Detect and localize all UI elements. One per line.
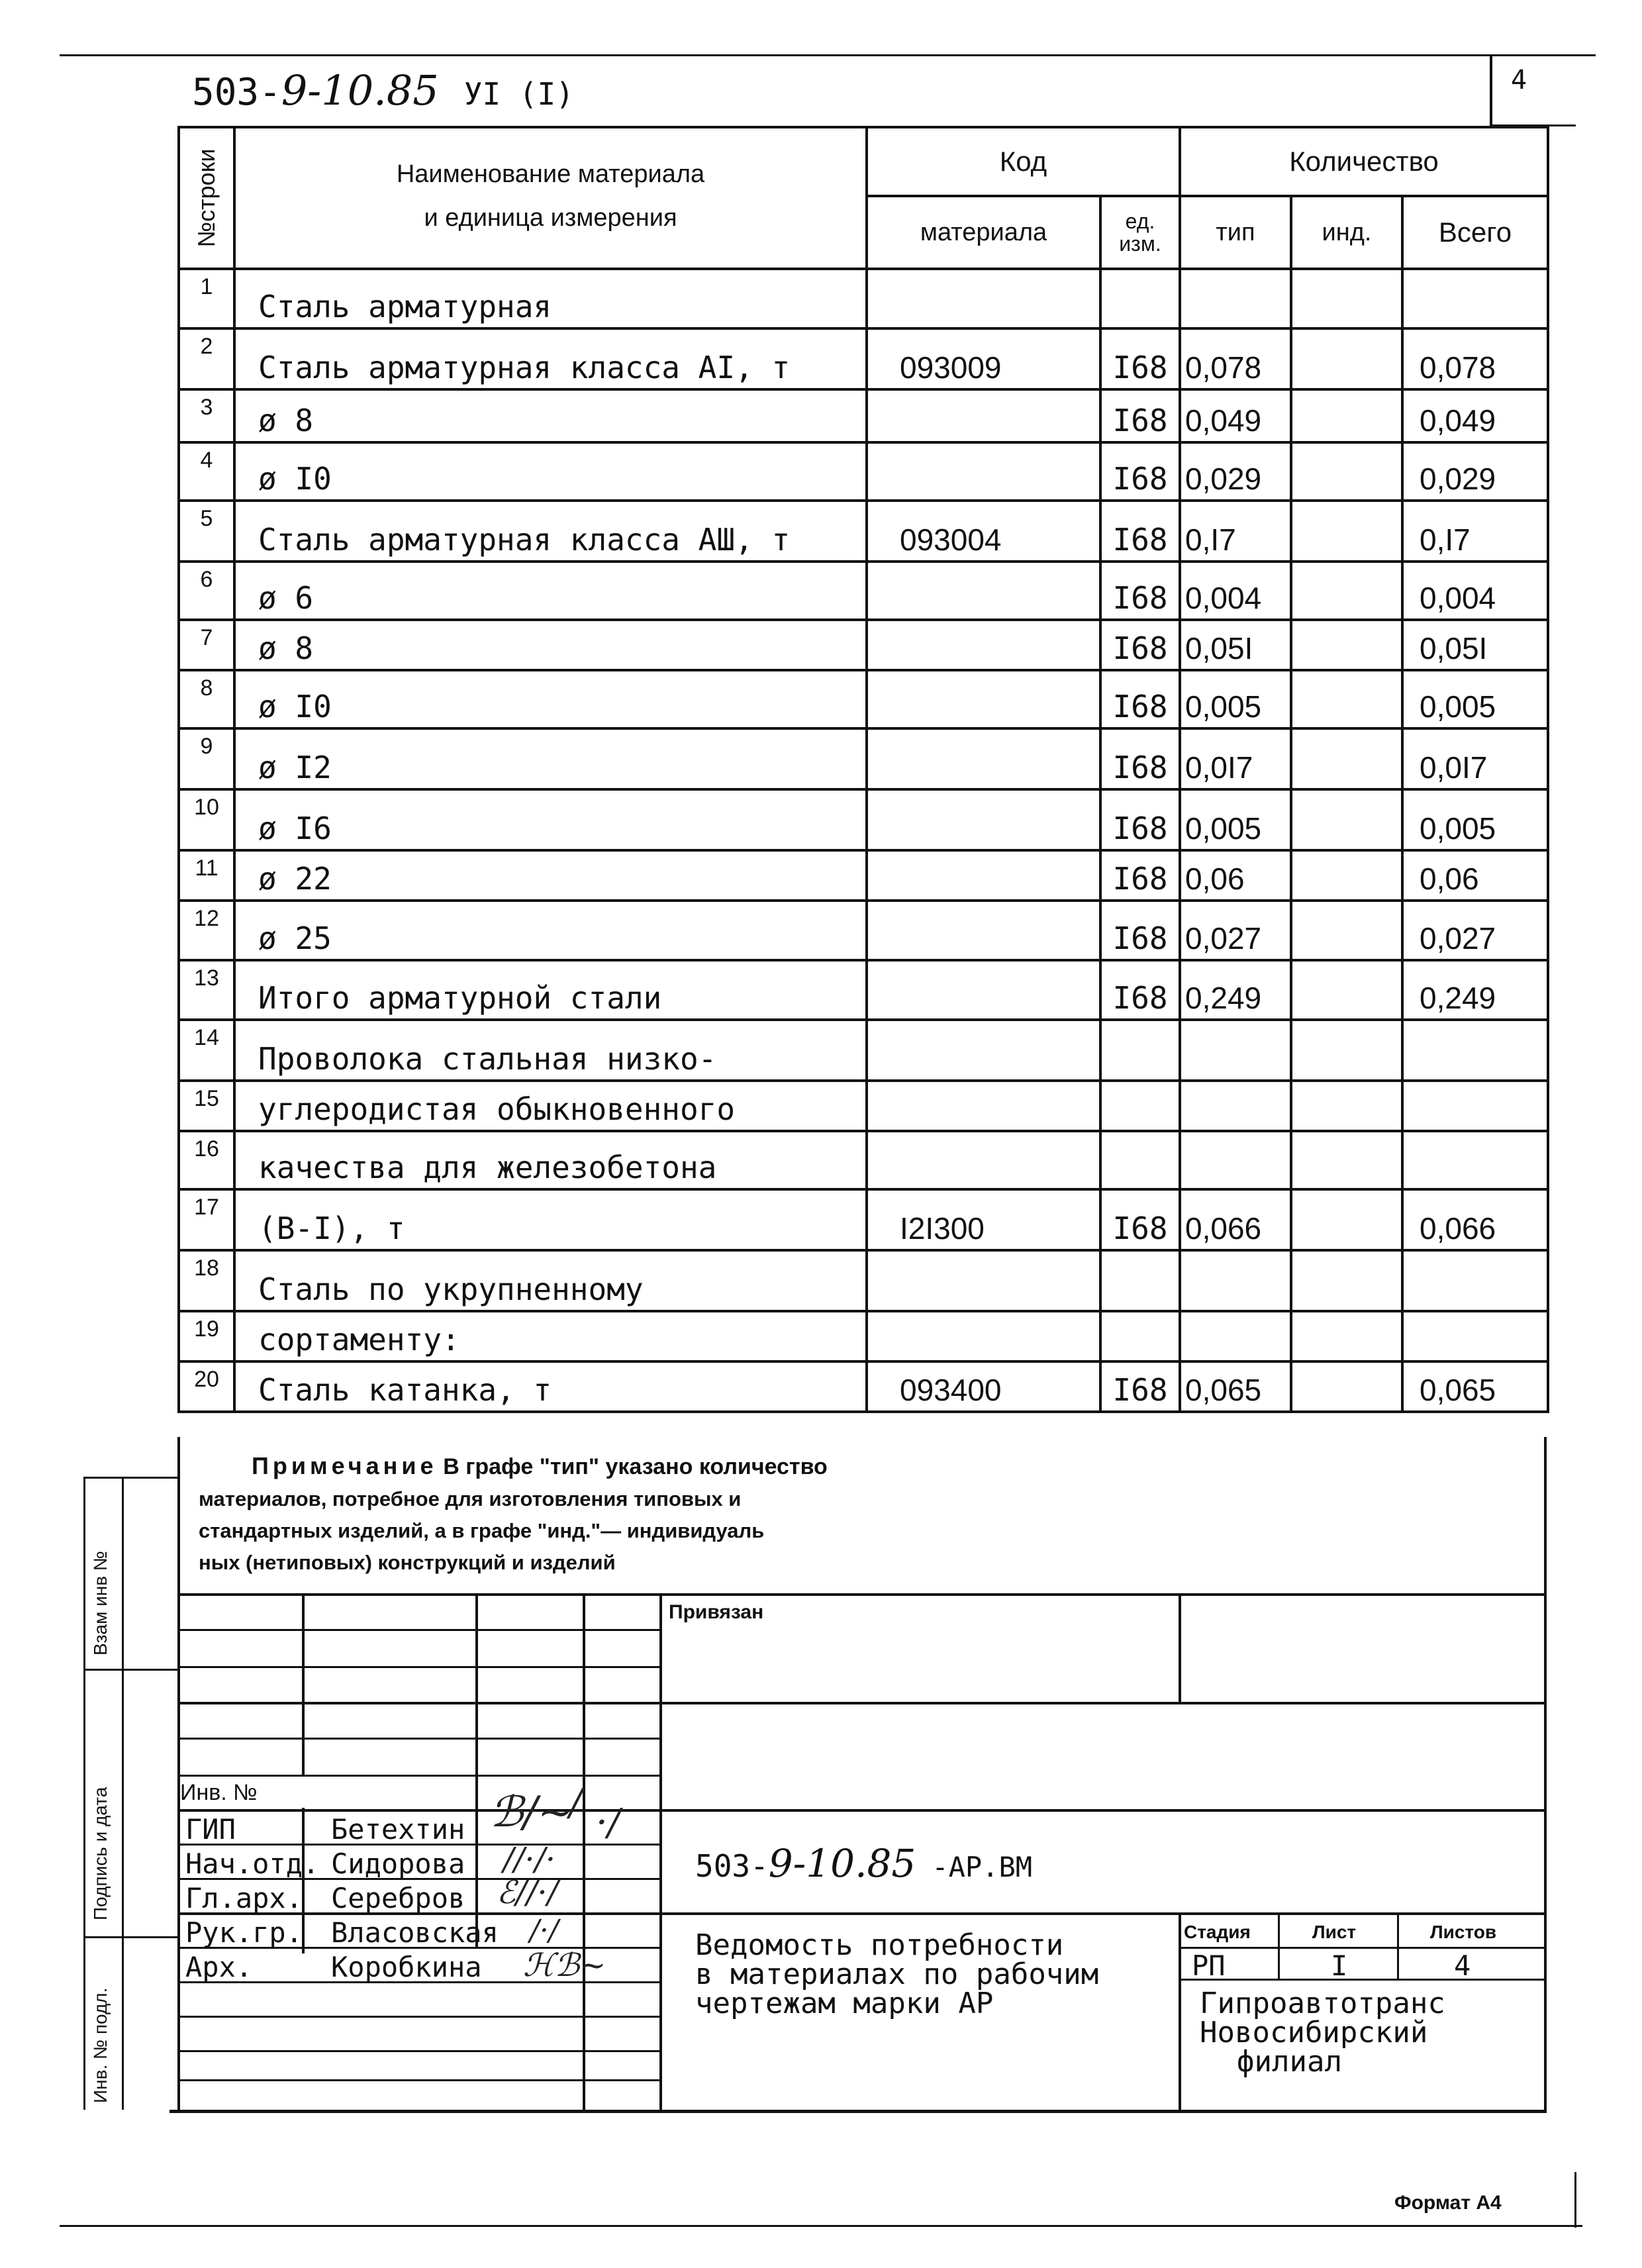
frame-right (1544, 1437, 1547, 2112)
col-code-unit-label-line1: ед. (1125, 209, 1155, 233)
side-strip-div-2 (83, 1936, 177, 1938)
unit-code (1100, 1131, 1180, 1189)
qty-ind (1291, 1311, 1402, 1361)
row-number: 17 (179, 1189, 234, 1250)
qty-ind (1291, 670, 1402, 728)
col-row-number-label: №строки (193, 148, 220, 248)
qty-type: 0,066 (1180, 1189, 1291, 1250)
material-code (867, 442, 1100, 501)
stamp-row-3 (177, 1702, 1547, 1704)
stamp-role: Арх. (185, 1951, 253, 1983)
stamp-row-2 (177, 1666, 662, 1668)
stamp-role: ГИП (185, 1813, 236, 1846)
row-number: 9 (179, 728, 234, 789)
side-label-signature-date: Подпись и дата (90, 1787, 111, 1920)
org-line3: филиал (1237, 2045, 1342, 2079)
qty-ind (1291, 442, 1402, 501)
qty-type: 0,I7 (1180, 501, 1291, 562)
qty-total: 0,004 (1402, 562, 1548, 620)
signature-mark-1: ∕ (569, 1781, 582, 1824)
table-note (199, 1450, 1457, 1579)
row-number: 10 (179, 789, 234, 850)
material-code (867, 1250, 1100, 1311)
unit-code (1100, 1081, 1180, 1131)
unit-code: I68 (1100, 728, 1180, 789)
stage-col-2 (1397, 1912, 1399, 1979)
material-code (867, 789, 1100, 850)
stamp-row-14 (177, 2079, 662, 2081)
qty-type: 0,004 (1180, 562, 1291, 620)
note-line2: материалов, потребное для изготовления типовых и (199, 1487, 742, 1510)
qty-type: 0,0I7 (1180, 728, 1291, 789)
material-name: ø I0 (234, 442, 867, 501)
table-row (179, 389, 1548, 442)
qty-ind (1291, 389, 1402, 442)
signature-vlasovskaya: ∕·∕ (530, 1914, 559, 1948)
qty-total: 0,05I (1402, 620, 1548, 670)
material-code (867, 269, 1100, 328)
side-strip-div-1 (83, 1669, 177, 1671)
row-number: 14 (179, 1020, 234, 1081)
qty-total: 0,0I7 (1402, 728, 1548, 789)
material-name: ø 8 (234, 389, 867, 442)
sheets-label: Листов (1430, 1922, 1497, 1942)
table-row (179, 501, 1548, 562)
unit-code: I68 (1100, 670, 1180, 728)
material-code (867, 1020, 1100, 1081)
material-code: 093004 (867, 501, 1100, 562)
material-code (867, 620, 1100, 670)
doc-code-suffix: УI (I) (463, 76, 574, 112)
stage-value: РП (1192, 1949, 1226, 1982)
col-code-header: Код (867, 127, 1180, 196)
signature-sidorova: ∕∕·∕· (503, 1841, 556, 1878)
stamp-row-5 (177, 1775, 662, 1777)
col-qty-type-header: тип (1180, 196, 1291, 269)
qty-type: 0,05I (1180, 620, 1291, 670)
note-line3: стандартных изделий, а в графе "инд."— индивидуаль (199, 1519, 765, 1542)
material-code (867, 960, 1100, 1020)
stamp-top-line (177, 1593, 1547, 1596)
qty-total (1402, 1311, 1548, 1361)
qty-total: 0,06 (1402, 850, 1548, 901)
qty-total (1402, 1081, 1548, 1131)
material-code (867, 850, 1100, 901)
stamp-person-name: Сидорова (331, 1848, 465, 1880)
unit-code (1100, 269, 1180, 328)
format-label: Формат А4 (1394, 2192, 1502, 2214)
unit-code: I68 (1100, 389, 1180, 442)
stamp-row-1 (177, 1629, 662, 1631)
table-row (179, 1081, 1548, 1131)
qty-total (1402, 1250, 1548, 1311)
table-row (179, 789, 1548, 850)
material-name: Сталь по укрупненному (234, 1250, 867, 1311)
unit-code: I68 (1100, 562, 1180, 620)
materials-table (177, 126, 1549, 1413)
qty-total: 0,I7 (1402, 501, 1548, 562)
material-code (867, 1311, 1100, 1361)
table-row (179, 1020, 1548, 1081)
row-number: 15 (179, 1081, 234, 1131)
qty-ind (1291, 1189, 1402, 1250)
table-row (179, 1131, 1548, 1189)
row-number: 18 (179, 1250, 234, 1311)
stamp-row-12 (177, 2016, 662, 2018)
stamp-person-name: Серебров (331, 1882, 465, 1914)
qty-total: 0,249 (1402, 960, 1548, 1020)
material-code: I2I300 (867, 1189, 1100, 1250)
table-row (179, 1361, 1548, 1412)
qty-total: 0,027 (1402, 901, 1548, 960)
table-row (179, 960, 1548, 1020)
col-qty-ind-header: инд. (1291, 196, 1402, 269)
signature-serebrov: ℰ∕∕·∕ (497, 1874, 558, 1911)
qty-total: 0,066 (1402, 1189, 1548, 1250)
material-name: ø 6 (234, 562, 867, 620)
stamp-person-name: Бетехтин (331, 1813, 465, 1846)
unit-code (1100, 1250, 1180, 1311)
table-header-row-1 (179, 127, 1548, 196)
qty-type: 0,029 (1180, 442, 1291, 501)
qty-type (1180, 1250, 1291, 1311)
material-name: углеродистая обыкновенного (234, 1081, 867, 1131)
privyazan-split (1179, 1593, 1181, 1703)
material-name: Итого арматурной стали (234, 960, 867, 1020)
qty-total (1402, 1131, 1548, 1189)
stamp-doc-code-handwritten: 9-10.85 (768, 1841, 916, 1886)
material-code (867, 901, 1100, 960)
stamp-doc-code-prefix: 503- (695, 1848, 769, 1884)
row-number: 19 (179, 1311, 234, 1361)
side-label-original-inv: Инв. № подл. (90, 1987, 111, 2103)
unit-code: I68 (1100, 501, 1180, 562)
document-code (192, 66, 574, 115)
material-name: Сталь арматурная (234, 269, 867, 328)
sheet-right-bottom-mark (1574, 2172, 1576, 2228)
stamp-col-3 (583, 1593, 585, 2110)
table-row (179, 670, 1548, 728)
table-row (179, 1250, 1548, 1311)
row-number: 4 (179, 442, 234, 501)
signature-betekhtin: ℬ∕~ (490, 1788, 573, 1837)
stage-label-line (1179, 1947, 1547, 1949)
doc-code-prefix: 503- (192, 71, 281, 114)
row-number: 20 (179, 1361, 234, 1412)
stamp-row-6 (177, 1809, 1547, 1812)
qty-type (1180, 1020, 1291, 1081)
row-number: 16 (179, 1131, 234, 1189)
note-label: Примечание (252, 1452, 438, 1479)
stamp-doc-code-suffix: -АР.ВМ (932, 1851, 1033, 1883)
material-name: Сталь арматурная класса AШ, т (234, 501, 867, 562)
stamp-col-4 (659, 1593, 662, 2110)
material-code (867, 562, 1100, 620)
col-code-material-header: материала (867, 196, 1100, 269)
table-row (179, 850, 1548, 901)
stage-label: Стадия (1184, 1922, 1251, 1942)
stamp-role: Гл.арх. (185, 1882, 303, 1914)
row-number: 11 (179, 850, 234, 901)
qty-ind (1291, 960, 1402, 1020)
material-name: Сталь арматурная класса AI, т (234, 328, 867, 389)
row-number: 2 (179, 328, 234, 389)
sheet-label: Лист (1312, 1922, 1357, 1942)
stamp-doc-code (695, 1841, 1032, 1886)
qty-type: 0,049 (1180, 389, 1291, 442)
row-number: 1 (179, 269, 234, 328)
qty-ind (1291, 789, 1402, 850)
material-name: ø 8 (234, 620, 867, 670)
col-name-label-line2: и единица измерения (424, 204, 677, 232)
qty-ind (1291, 501, 1402, 562)
table-row (179, 1189, 1548, 1250)
frame-bottom (169, 2110, 1547, 2113)
signature-mark-2: ·∕ (596, 1801, 620, 1844)
table-row (179, 269, 1548, 328)
qty-ind (1291, 562, 1402, 620)
qty-type: 0,249 (1180, 960, 1291, 1020)
org-line1: Гипроавтотранс (1200, 1987, 1445, 2020)
table-row (179, 442, 1548, 501)
row-number: 3 (179, 389, 234, 442)
unit-code: I68 (1100, 789, 1180, 850)
col-code-unit-header (1100, 196, 1180, 269)
stamp-title (695, 1928, 1099, 2020)
stamp-person-name: Власовская (331, 1916, 499, 1949)
privyazan-label: Привязан (669, 1601, 764, 1623)
qty-type: 0,078 (1180, 328, 1291, 389)
material-name: качества для железобетона (234, 1131, 867, 1189)
stamp-title-line3: чертежам марки АР (695, 1987, 994, 2020)
table-row (179, 562, 1548, 620)
qty-ind (1291, 728, 1402, 789)
unit-code: I68 (1100, 328, 1180, 389)
unit-code: I68 (1100, 850, 1180, 901)
qty-ind (1291, 328, 1402, 389)
stamp-role: Нач.отд. (185, 1848, 320, 1880)
col-name-header (234, 127, 867, 269)
row-number: 12 (179, 901, 234, 960)
inv-no-label: Инв. № (180, 1780, 258, 1805)
qty-ind (1291, 901, 1402, 960)
sheets-value: 4 (1454, 1949, 1471, 1982)
stamp-title-line2: в материалах по рабочим (695, 1957, 1099, 1991)
qty-total: 0,078 (1402, 328, 1548, 389)
material-name: Проволока стальная низко- (234, 1020, 867, 1081)
material-code: 093400 (867, 1361, 1100, 1412)
note-line4: ных (нетиповых) конструкций и изделий (199, 1551, 616, 1574)
unit-code: I68 (1100, 1189, 1180, 1250)
stamp-title-line1: Ведомость потребности (695, 1928, 1064, 1962)
qty-total: 0,005 (1402, 670, 1548, 728)
col-quantity-header: Количество (1180, 127, 1548, 196)
stamp-col-2 (475, 1593, 478, 1947)
col-code-unit-label-line2: изм. (1119, 232, 1161, 256)
qty-total: 0,065 (1402, 1361, 1548, 1412)
side-strip-left (83, 1477, 85, 2110)
qty-ind (1291, 850, 1402, 901)
qty-ind (1291, 1361, 1402, 1412)
material-name: ø 22 (234, 850, 867, 901)
table-row (179, 728, 1548, 789)
material-code: 093009 (867, 328, 1100, 389)
qty-type: 0,065 (1180, 1361, 1291, 1412)
unit-code: I68 (1100, 901, 1180, 960)
row-number: 5 (179, 501, 234, 562)
col-qty-total-header: Всего (1402, 196, 1548, 269)
qty-ind (1291, 1081, 1402, 1131)
col-name-label-line1: Наименование материала (396, 160, 705, 188)
unit-code: I68 (1100, 620, 1180, 670)
material-code (867, 1081, 1100, 1131)
stamp-row-4 (177, 1738, 662, 1740)
qty-total (1402, 1020, 1548, 1081)
unit-code: I68 (1100, 1361, 1180, 1412)
material-name: ø I0 (234, 670, 867, 728)
qty-total: 0,049 (1402, 389, 1548, 442)
qty-type (1180, 1081, 1291, 1131)
qty-total: 0,005 (1402, 789, 1548, 850)
qty-ind (1291, 620, 1402, 670)
material-code (867, 728, 1100, 789)
row-number: 8 (179, 670, 234, 728)
unit-code: I68 (1100, 442, 1180, 501)
unit-code (1100, 1311, 1180, 1361)
note-line1: В графе "тип" указано количество (443, 1454, 828, 1479)
material-name: ø I2 (234, 728, 867, 789)
stage-col-1 (1278, 1912, 1280, 1979)
material-name: сортаменту: (234, 1311, 867, 1361)
qty-total (1402, 269, 1548, 328)
org-line2: Новосибирский (1200, 2016, 1428, 2049)
side-label-replacement-inv: Взам инв № (90, 1551, 111, 1655)
material-name: (B-I), т (234, 1189, 867, 1250)
stamp-person-name: Коробкина (331, 1951, 482, 1983)
row-number: 6 (179, 562, 234, 620)
sheet-value: I (1331, 1949, 1348, 1982)
table-row (179, 1311, 1548, 1361)
side-strip-top (83, 1477, 177, 1479)
qty-type: 0,06 (1180, 850, 1291, 901)
material-name: ø I6 (234, 789, 867, 850)
unit-code: I68 (1100, 960, 1180, 1020)
qty-type (1180, 1131, 1291, 1189)
stamp-row-13 (177, 2050, 662, 2052)
material-name: ø 25 (234, 901, 867, 960)
table-row (179, 328, 1548, 389)
material-code (867, 389, 1100, 442)
stamp-col-1 (302, 1593, 305, 1775)
signature-korobkina: ℋℬ~ (523, 1947, 606, 1984)
material-code (867, 1131, 1100, 1189)
stage-value-line (1179, 1979, 1547, 1981)
organization (1200, 1989, 1445, 2077)
qty-type: 0,005 (1180, 789, 1291, 850)
page-number: 4 (1511, 65, 1527, 95)
unit-code (1100, 1020, 1180, 1081)
stage-block-left (1179, 1912, 1181, 2110)
qty-ind (1291, 1250, 1402, 1311)
qty-type: 0,005 (1180, 670, 1291, 728)
table-row (179, 901, 1548, 960)
qty-type: 0,027 (1180, 901, 1291, 960)
stamp-role: Рук.гр. (185, 1916, 303, 1949)
material-code (867, 670, 1100, 728)
row-number: 13 (179, 960, 234, 1020)
sheet-bottom-line (60, 2225, 1582, 2227)
qty-ind (1291, 269, 1402, 328)
table-row (179, 620, 1548, 670)
side-strip-mid (122, 1477, 124, 2110)
doc-code-handwritten: 9-10.85 (281, 66, 439, 115)
material-name: Сталь катанка, т (234, 1361, 867, 1412)
qty-ind (1291, 1020, 1402, 1081)
qty-total: 0,029 (1402, 442, 1548, 501)
page-number-divider (1490, 54, 1492, 126)
col-row-number-header (179, 127, 234, 269)
qty-type (1180, 269, 1291, 328)
row-number: 7 (179, 620, 234, 670)
qty-ind (1291, 1131, 1402, 1189)
sheet-top-line (60, 54, 1596, 56)
qty-type (1180, 1311, 1291, 1361)
